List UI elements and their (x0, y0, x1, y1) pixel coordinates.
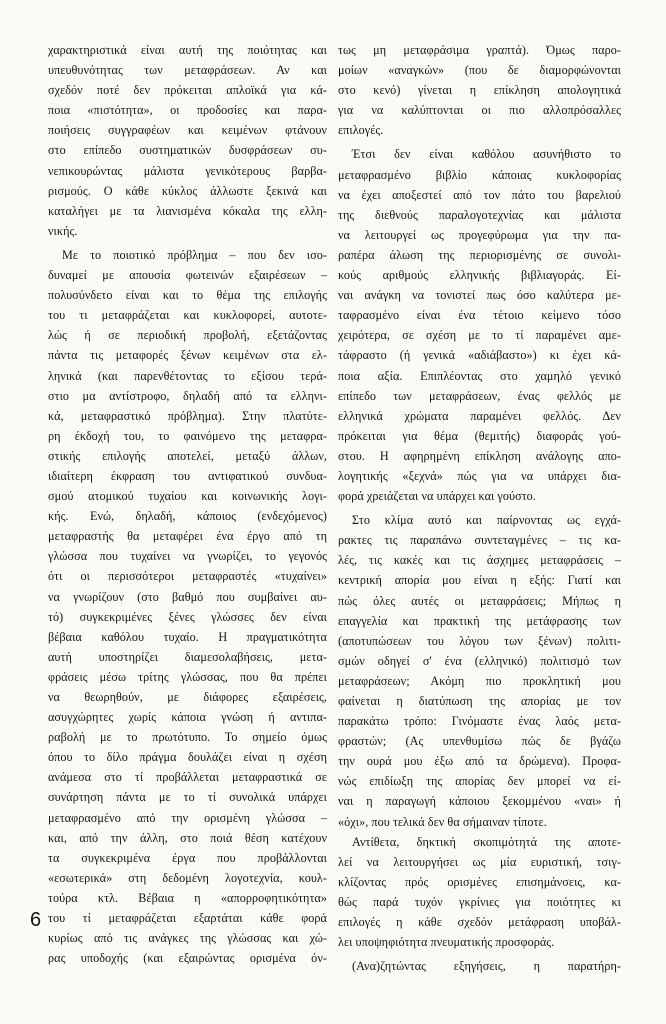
text-line: γλώσσα που τυχαίνει να γνωρίζει, το γεγονός (48, 549, 327, 564)
text-line: τα συγκεκριμένα έργα που προβάλλονται (48, 850, 327, 865)
text-line: νεπικουρώντας μάλιστα γενικότερους βαρβα- (48, 163, 327, 178)
text-line: για να καλύπτονται οι πιο αλλοπρόσαλλες (338, 103, 621, 118)
text-line: επιλογές η κάθε σχεδόν μετάφραση υποβάλ- (338, 915, 621, 930)
text-line: κεντρική απορία μου είναι η εξής: Γιατί και (338, 573, 621, 588)
text-line: μεταφρασμένο βιβλίο κάποιας κυκλοφορίας (338, 167, 621, 182)
text-line: ασυγχώρητες χωρίς κάποια γνώση ή αντιπα- (48, 710, 327, 725)
text-line: την ουρά μου έξω από τα δρώμενα). Προφα- (338, 754, 621, 769)
text-line: ραπέρα άλωση της περιορισμένης σε συνολι- (338, 247, 621, 262)
text-line: λές, τις κακές και τις άσχημες μεταφράσεις – (338, 553, 621, 568)
text-line: φαίνεται η διατύπωση της απορίας με τον (338, 694, 621, 708)
text-line: ταφρασμένο είναι ένα τέτοιο κείμενο τόσο (338, 308, 621, 323)
text-line: ποια αξία. Επιπλέοντας στο χαμηλό γενικό (338, 368, 621, 383)
text-line: μεταφράσεων; Ακόμη πιο προκλητική μου (338, 673, 621, 688)
text-line: ρακτες τις παραπάνω συντεταγμένες – τις κα- (338, 533, 621, 548)
text-line: σχεδόν ποτέ δεν πρόκειται απλοϊκά για κά- (48, 83, 327, 98)
text-line: στιο μα αντίστροφο, δηλαδή από τα ελληνι- (48, 388, 327, 403)
text-line: ελληνικά χρώματα παραμένει φελλός. Δεν (338, 408, 621, 423)
text-line: ρισμούς. Ο κάθε κύκλος άλλωστε ξεκινά και (48, 183, 327, 198)
text-line: «εσωτερικά» στη δεδομένη λογοτεχνία, κουλ- (48, 870, 327, 885)
text-line: ανάμεσα στο τί προβάλλεται μεταφραστικά σε (48, 770, 327, 785)
text-line: ιδιαίτερη έκφραση του αντιφατικού συνδυα- (48, 468, 327, 483)
text-line: στου. Η αφηρημένη επίκληση ανάλογης απο- (338, 448, 621, 463)
text-line: πάντα τις μεταφορές ξένων κειμένων στα ελ- (48, 348, 327, 363)
text-line: μεταφρασμένο από την ορισμένη γλώσσα – (48, 810, 327, 825)
text-line: κής. Ενώ, δηλαδή, κάποιος (ενδεχόμενος) (48, 509, 327, 524)
text-line: τό) συγκεκριμένες ξένες γλώσσες δεν είναι (48, 609, 327, 624)
text-line: ναι ανάγκη να τονιστεί πως όσο καλύτερα με- (338, 288, 621, 303)
text-line: πρόκειται για θέμα (θεμιτής) διαφοράς γού- (338, 428, 621, 443)
text-line: κά, μεταφραστικό πρόβλημα). Στην πλατύτε- (48, 408, 327, 423)
text-line: και, από την άλλη, στο ποιά θέση κατέχουν (48, 830, 327, 845)
text-line: καταλήγει με τα λιανισμένα κόκαλα της ελλη- (48, 203, 327, 218)
text-line: χαρακτηριστικά είναι αυτή της ποιότητας και (48, 43, 327, 57)
text-line: σμών οδηγεί σ' ένα (ελληνικό) πολιτισμό των (338, 653, 621, 668)
text-line: τάφραστο (ή γενικά «αδιάβαστο») κι έχει κά- (338, 348, 621, 363)
text-line: τως μη μεταφράσιμα γραπτά). Όμως παρο- (338, 43, 621, 57)
text-line: αυτή υποστηρίζει διαμεσολαβήσεις, μετα- (48, 649, 327, 664)
text-line: λογητικής «ξεχνά» πώς για να υπάρχει δια- (338, 468, 621, 483)
text-line: ρας υποδοχής (και εξαιρώντας ορισμένα όν- (48, 951, 327, 966)
text-line: «όχι», που τελικά δεν θα σήμαιναν τίποτε. (338, 814, 547, 829)
text-line: στο επίπεδο συστηματικών δυσφράσεων συ- (48, 143, 327, 158)
text-line: βέβαια καθόλου τυχαίο. Η πραγματικότητα (48, 629, 327, 644)
text-line: θώς παρά τυχόν γκρίνιες για ποιότητες κι (338, 894, 621, 909)
text-line: δυναμεί με απουσία φωτεινών εξαιρέσεων – (48, 268, 327, 283)
text-line: του τι μεταφράζεται και κυκλοφορεί, αυτοτε- (48, 308, 327, 323)
text-line: ραβολή με το πρωτότυπο. Το σημείο όμως (48, 730, 327, 745)
text-line: πώς όλες αυτές οι μεταφράσεις; Μήπως η (338, 593, 621, 608)
text-line: φραστών; (Ας υπενθυμίσω πώς δε βγάζω (338, 734, 621, 749)
text-line: επίπεδο των μεταφράσεων, ένας φελλός με (338, 388, 621, 403)
text-line: τούρα κτλ. Βέβαια η «απορροφητικότητα» (48, 890, 327, 905)
left-column (48, 40, 327, 968)
text-line: Αντίθετα, δηκτική σκοπιμότητά της αποτε- (352, 834, 621, 849)
text-line: λει υποψηφιότητα πνευματικής προσφοράς. (338, 935, 555, 950)
right-column (338, 40, 621, 976)
text-line: επιλογές. (338, 123, 384, 138)
text-line: υπευθυνότητας των μεταφράσεων. Αν και (48, 63, 327, 78)
text-line: του τί μεταφράζεται εξαρτάται κάθε φορά (48, 911, 327, 926)
text-line: επαγγελία και πρακτική της μετάφρασης των (338, 613, 621, 628)
text-line: ότι οι περισσότεροι μεταφραστές «τυχαίνει» (48, 569, 327, 584)
text-line: Έτσι δεν είναι καθόλου ασυνήθιστο το (352, 147, 621, 162)
text-line: συνάρτηση πάντα με το τί συνολικά υπάρχει (48, 790, 327, 805)
text-line: κλίζοντας πρός ορισμένες επισημάνσεις, κα- (338, 874, 621, 889)
text-line: να έχει αποξεστεί από τον πάτο του βαρελιού (338, 187, 621, 202)
text-line: μοίων «αναγκών» (που δε διαμορφώνονται (338, 63, 621, 78)
text-line: στο κενό) γίνεται η επίκληση απολογητικά (338, 83, 621, 98)
text-line: (Ανα)ζητώντας εξηγήσεις, η παρατήρη- (352, 959, 621, 974)
text-line: να λειτουργεί ως προγεφύρωμα για την πα- (338, 227, 621, 242)
text-line: να γνωρίζουν (στο βαθμό που συμβαίνει αυ- (48, 589, 327, 604)
text-line: ρη έκδοχή του, το φαινόμενο της μεταφρα- (48, 428, 327, 443)
text-line: ναι η παραγωγή κάποιου ξεκομμένου «ναι» ή (338, 794, 621, 809)
text-line: Στο κλίμα αυτό και παίρνοντας ως εγχά- (352, 513, 621, 528)
text-line: νώς επιδίωξη της απορίας δεν μπορεί να εί- (338, 774, 621, 789)
text-line: της διεθνούς παραλογοτεχνίας και μάλιστα (338, 207, 621, 222)
text-line: (αποτυπώσεων του λόγου των ξένων) πολιτι- (338, 633, 621, 648)
page-number: 6 (30, 909, 42, 931)
text-line: κυρίως από τις ανάγκες της γλώσσας και χώ- (48, 931, 327, 946)
text-line: φορά χρειάζεται να υπάρχει και γούστο. (338, 489, 536, 504)
text-line: όπου το δίλο πράγμα δουλάζει είναι η σχέση (48, 750, 327, 765)
text-line: ποια «πιστότητα», οι προδοσίες και παρα- (48, 103, 327, 118)
text-line: να θεωρηθούν, με διάφορες εξαιρέσεις, (48, 690, 327, 704)
text-line: λεί να λειτουργήσει ως μία ευριστική, τσιγ- (338, 854, 621, 869)
text-line: σμού ατομικού τυχαίου και κοινωνικής λογι- (48, 489, 327, 504)
text-line: λώς ή σε περιοδική προβολή, εξετάζοντας (48, 328, 327, 343)
text-line: φράσεις μέσω τρίτης γλώσσας, που θα πρέπει (48, 669, 327, 684)
text-line: ποιήσεις συγγραφέων και κειμένων φτάνουν (48, 123, 327, 138)
text-line: πολυσύνδετο είναι και το θέμα της επιλογής (48, 288, 327, 303)
text-line: παρακάτω τρόπο: Γινόμαστε ένας λαός μετα- (338, 714, 621, 729)
text-line: στικής επιλογής αποτελεί, μεταξύ άλλων, (48, 448, 327, 463)
text-line: Με το ποιοτικό πρόβλημα – που δεν ισο- (62, 247, 327, 262)
text-line: μεταφραστής θα μεταφέρει ένα έργο από τη (48, 529, 327, 544)
text-line: νικής. (48, 223, 78, 238)
text-line: χειρότερα, σε σχέση με το τί παραμένει αμε- (338, 328, 621, 343)
text-line: ληνικά (και παρενθέτοντας το εξίσου τερά- (48, 368, 327, 383)
text-line: κούς αριθμούς ελληνικής βιβλιαγοράς. Εί- (338, 268, 621, 283)
